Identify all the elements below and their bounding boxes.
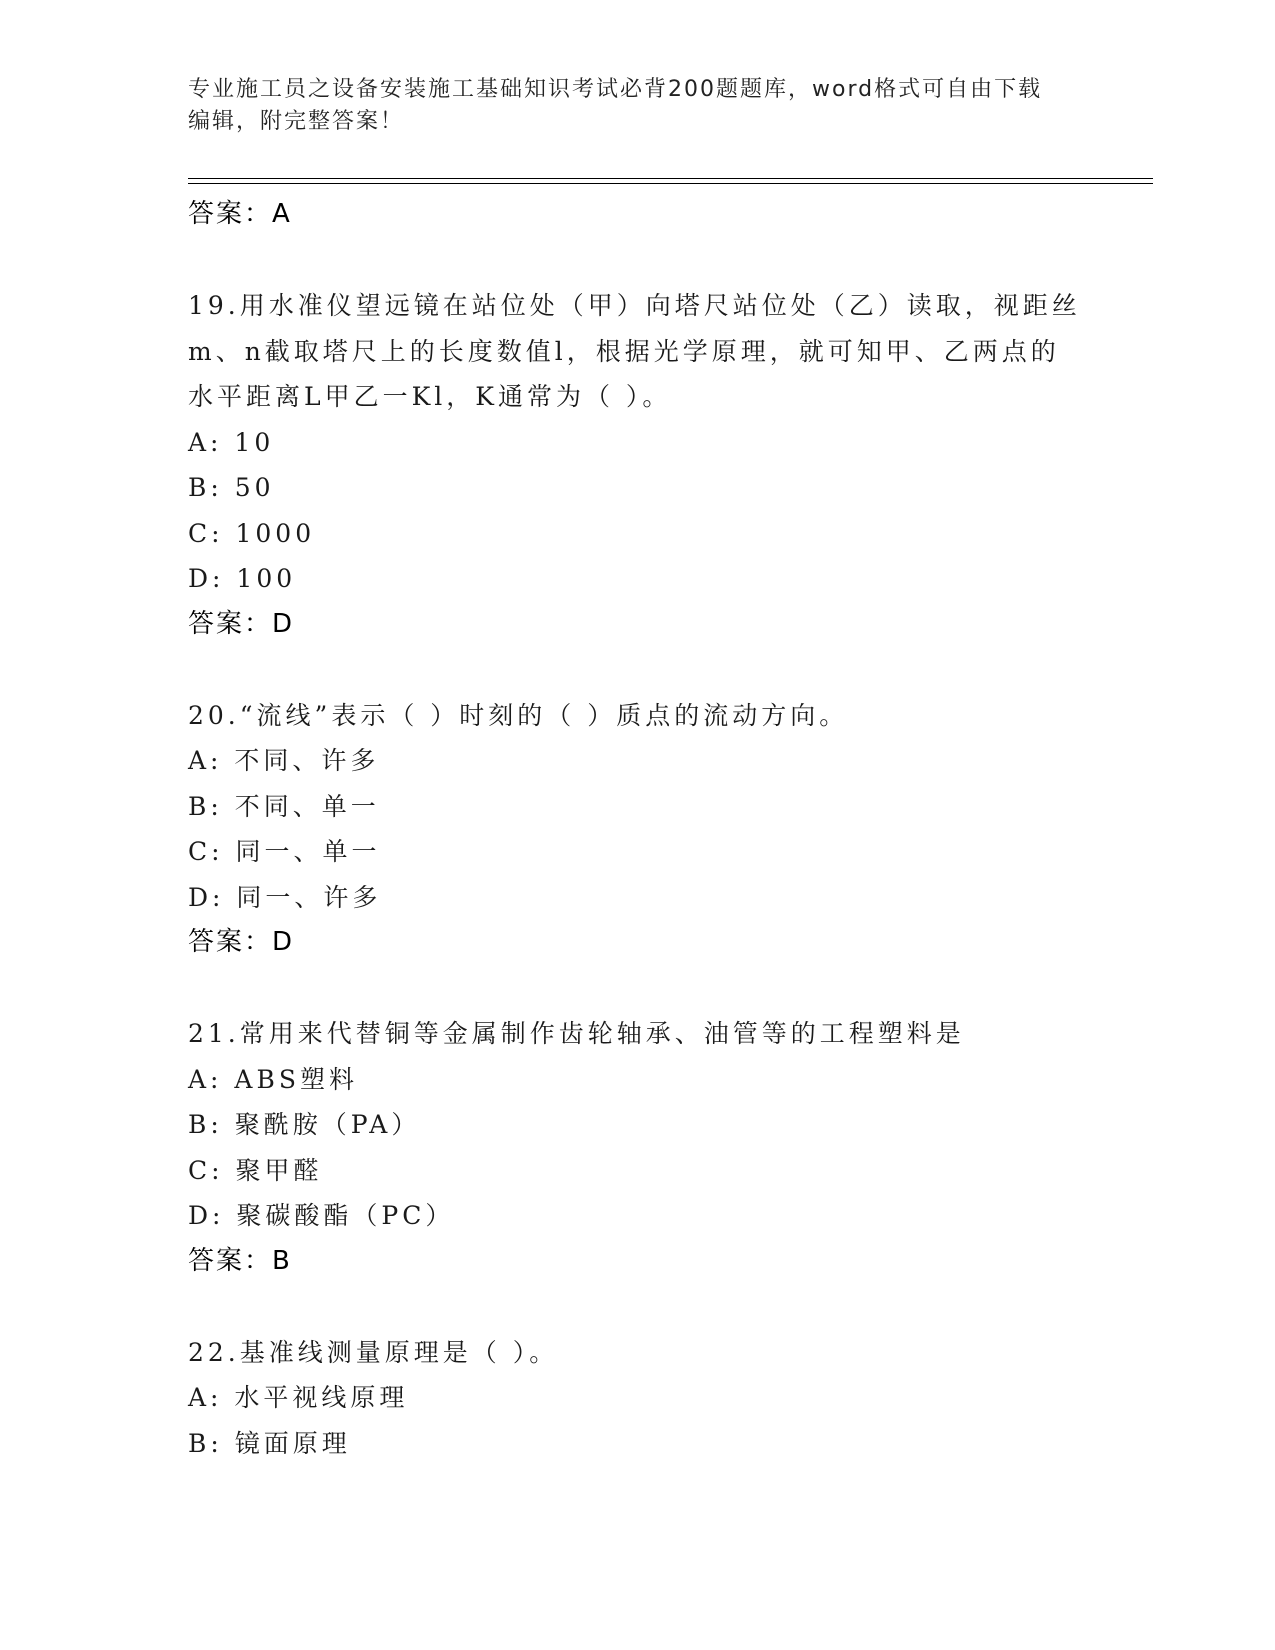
question-19-option-d: D: 100: [188, 564, 297, 593]
document-body: [188, 192, 1088, 1466]
spacer: [188, 647, 1088, 693]
question-19-answer: 答案：D: [188, 608, 295, 639]
header-line-2: 编辑，附完整答案！: [188, 109, 405, 134]
spacer: [188, 966, 1088, 1012]
question-20-option-b: B: 不同、单一: [188, 791, 380, 821]
spacer: [188, 238, 1088, 284]
header-rule-top: [188, 178, 1153, 179]
spacer: [188, 1284, 1088, 1330]
question-19-option-c: C: 1000: [188, 518, 316, 548]
question-19-option-a: A: 10: [188, 427, 275, 457]
question-20-text: 20.“流线”表示（ ）时刻的（ ）质点的流动方向。: [188, 700, 849, 730]
question-19-text-line-3: 水平距离L甲乙一Kl，K通常为（ ）。: [188, 382, 672, 411]
question-22-text: 22.基准线测量原理是（ ）。: [188, 1337, 559, 1367]
question-20-answer: 答案：D: [188, 927, 295, 957]
question-19-text-line-1: 19.用水准仪望远镜在站位处（甲）向塔尺站位处（乙）读取，视距丝: [188, 291, 1081, 320]
question-22-option-a: A: 水平视线原理: [188, 1383, 409, 1412]
question-21-answer: 答案：B: [188, 1245, 292, 1276]
question-22-option-b: B: 镜面原理: [188, 1428, 351, 1458]
question-20: [188, 693, 1088, 966]
question-21-option-a: A: ABS塑料: [188, 1064, 358, 1094]
question-20-option-c: C: 同一、单一: [188, 837, 381, 866]
question-21-option-c: C: 聚甲醛: [188, 1155, 323, 1185]
question-21-text: 21.常用来代替铜等金属制作齿轮轴承、油管等的工程塑料是: [188, 1019, 965, 1048]
question-20-option-a: A: 不同、许多: [188, 746, 380, 775]
question-21-option-d: D: 聚碳酸酯（PC）: [188, 1201, 455, 1230]
question-22: [188, 1330, 1088, 1467]
header-rule-bottom: [188, 183, 1153, 184]
question-21-option-b: B: 聚酰胺（PA）: [188, 1110, 421, 1139]
answer-18: 答案：A: [188, 199, 292, 229]
question-21: [188, 1011, 1088, 1284]
question-20-option-d: D: 同一、许多: [188, 882, 382, 912]
question-19-option-b: B: 50: [188, 473, 275, 502]
header-line-1: 专业施工员之设备安装施工基础知识考试必背200题题库，word格式可自由下载: [188, 77, 1043, 102]
question-19: [188, 283, 1088, 647]
page-header: [188, 74, 1088, 138]
question-19-text-line-2: m、n截取塔尺上的长度数值l，根据光学原理，就可知甲、乙两点的: [188, 336, 1060, 366]
